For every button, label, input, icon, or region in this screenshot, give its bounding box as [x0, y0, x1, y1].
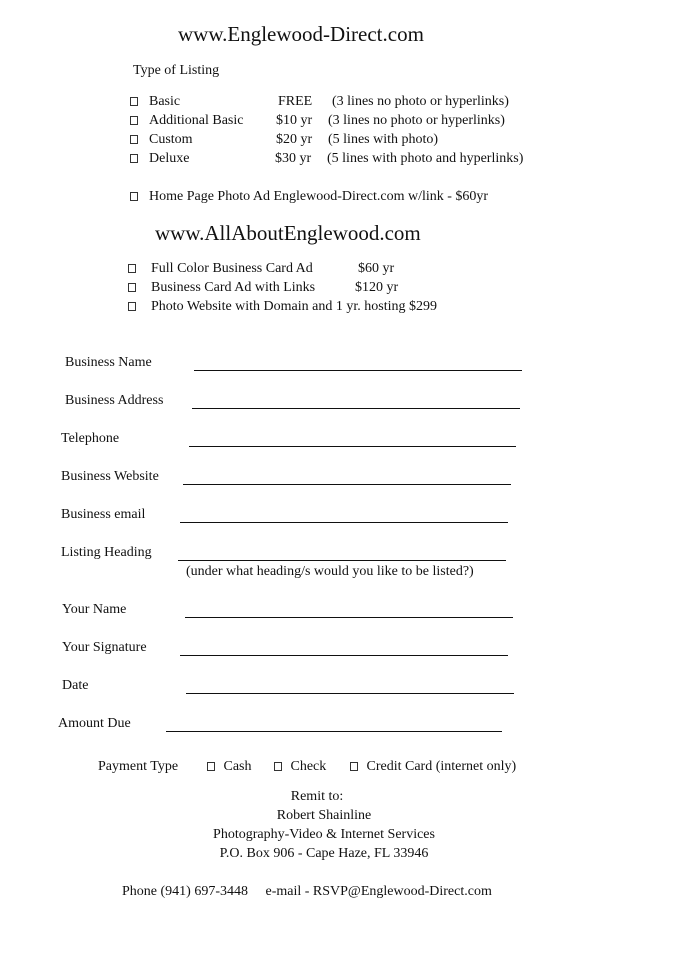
listing-option-basic[interactable]: Basic FREE (3 lines no photo or hyperlinks) — [130, 94, 138, 110]
checkbox-icon[interactable] — [130, 154, 138, 163]
ad-option-card-with-links[interactable]: Business Card Ad with Links $120 yr — [128, 280, 136, 296]
field-label-amount-due: Amount Due — [58, 716, 131, 731]
ad-option-photo-website[interactable]: Photo Website with Domain and 1 yr. hosting $299 — [128, 299, 136, 315]
listing-type-label: Type of Listing — [133, 63, 220, 78]
checkbox-icon[interactable] — [274, 762, 282, 771]
field-line-your-signature[interactable] — [180, 655, 508, 656]
ad-option-full-color-card[interactable]: Full Color Business Card Ad $60 yr — [128, 261, 136, 277]
checkbox-icon[interactable] — [207, 762, 215, 771]
site-title-all-about-englewood: www.AllAboutEnglewood.com — [155, 221, 421, 245]
payment-option-check[interactable]: Check — [274, 759, 326, 775]
field-label-business-email: Business email — [61, 507, 146, 522]
checkbox-icon[interactable] — [128, 264, 136, 273]
field-label-date: Date — [62, 678, 89, 693]
field-label-business-website: Business Website — [61, 469, 159, 484]
checkbox-icon[interactable] — [130, 116, 138, 125]
remit-label: Remit to: — [290, 789, 344, 804]
field-label-business-address: Business Address — [65, 393, 164, 408]
listing-option-additional-basic[interactable]: Additional Basic $10 yr (3 lines no photo or hyperlinks) — [130, 113, 138, 129]
listing-option-custom[interactable]: Custom $20 yr (5 lines with photo) — [130, 132, 138, 148]
payment-option-credit-card[interactable]: Credit Card (internet only) — [350, 759, 516, 775]
field-label-your-signature: Your Signature — [62, 640, 147, 655]
field-label-your-name: Your Name — [62, 602, 127, 617]
field-label-listing-heading: Listing Heading — [61, 545, 152, 560]
checkbox-icon[interactable] — [130, 192, 138, 201]
listing-option-home-page-ad[interactable]: Home Page Photo Ad Englewood-Direct.com w/link - $60yr — [130, 189, 138, 205]
field-label-telephone: Telephone — [61, 431, 120, 446]
remit-company: Photography-Video & Internet Services — [213, 827, 435, 842]
field-line-business-address[interactable] — [192, 408, 520, 409]
checkbox-icon[interactable] — [130, 97, 138, 106]
payment-option-cash[interactable]: Cash — [207, 759, 252, 775]
field-line-date[interactable] — [186, 693, 514, 694]
checkbox-icon[interactable] — [128, 283, 136, 292]
remit-address: P.O. Box 906 - Cape Haze, FL 33946 — [219, 846, 429, 861]
remit-name: Robert Shainline — [276, 808, 372, 823]
field-line-telephone[interactable] — [189, 446, 516, 447]
field-line-business-website[interactable] — [183, 484, 511, 485]
checkbox-icon[interactable] — [128, 302, 136, 311]
field-line-your-name[interactable] — [185, 617, 513, 618]
contact-line: Phone (941) 697-3448 e-mail - RSVP@Englewood-Direct.com — [122, 884, 492, 899]
checkbox-icon[interactable] — [130, 135, 138, 144]
field-line-business-name[interactable] — [194, 370, 522, 371]
field-label-business-name: Business Name — [65, 355, 152, 370]
listing-heading-note: (under what heading/s would you like to be listed?) — [186, 564, 474, 579]
site-title-englewood-direct: www.Englewood-Direct.com — [178, 22, 424, 46]
checkbox-icon[interactable] — [350, 762, 358, 771]
field-line-amount-due[interactable] — [166, 731, 502, 732]
field-line-listing-heading[interactable] — [178, 560, 506, 561]
field-line-business-email[interactable] — [180, 522, 508, 523]
listing-option-deluxe[interactable]: Deluxe $30 yr (5 lines with photo and hyperlinks) — [130, 151, 138, 167]
payment-type-label: Payment Type — [98, 759, 179, 774]
